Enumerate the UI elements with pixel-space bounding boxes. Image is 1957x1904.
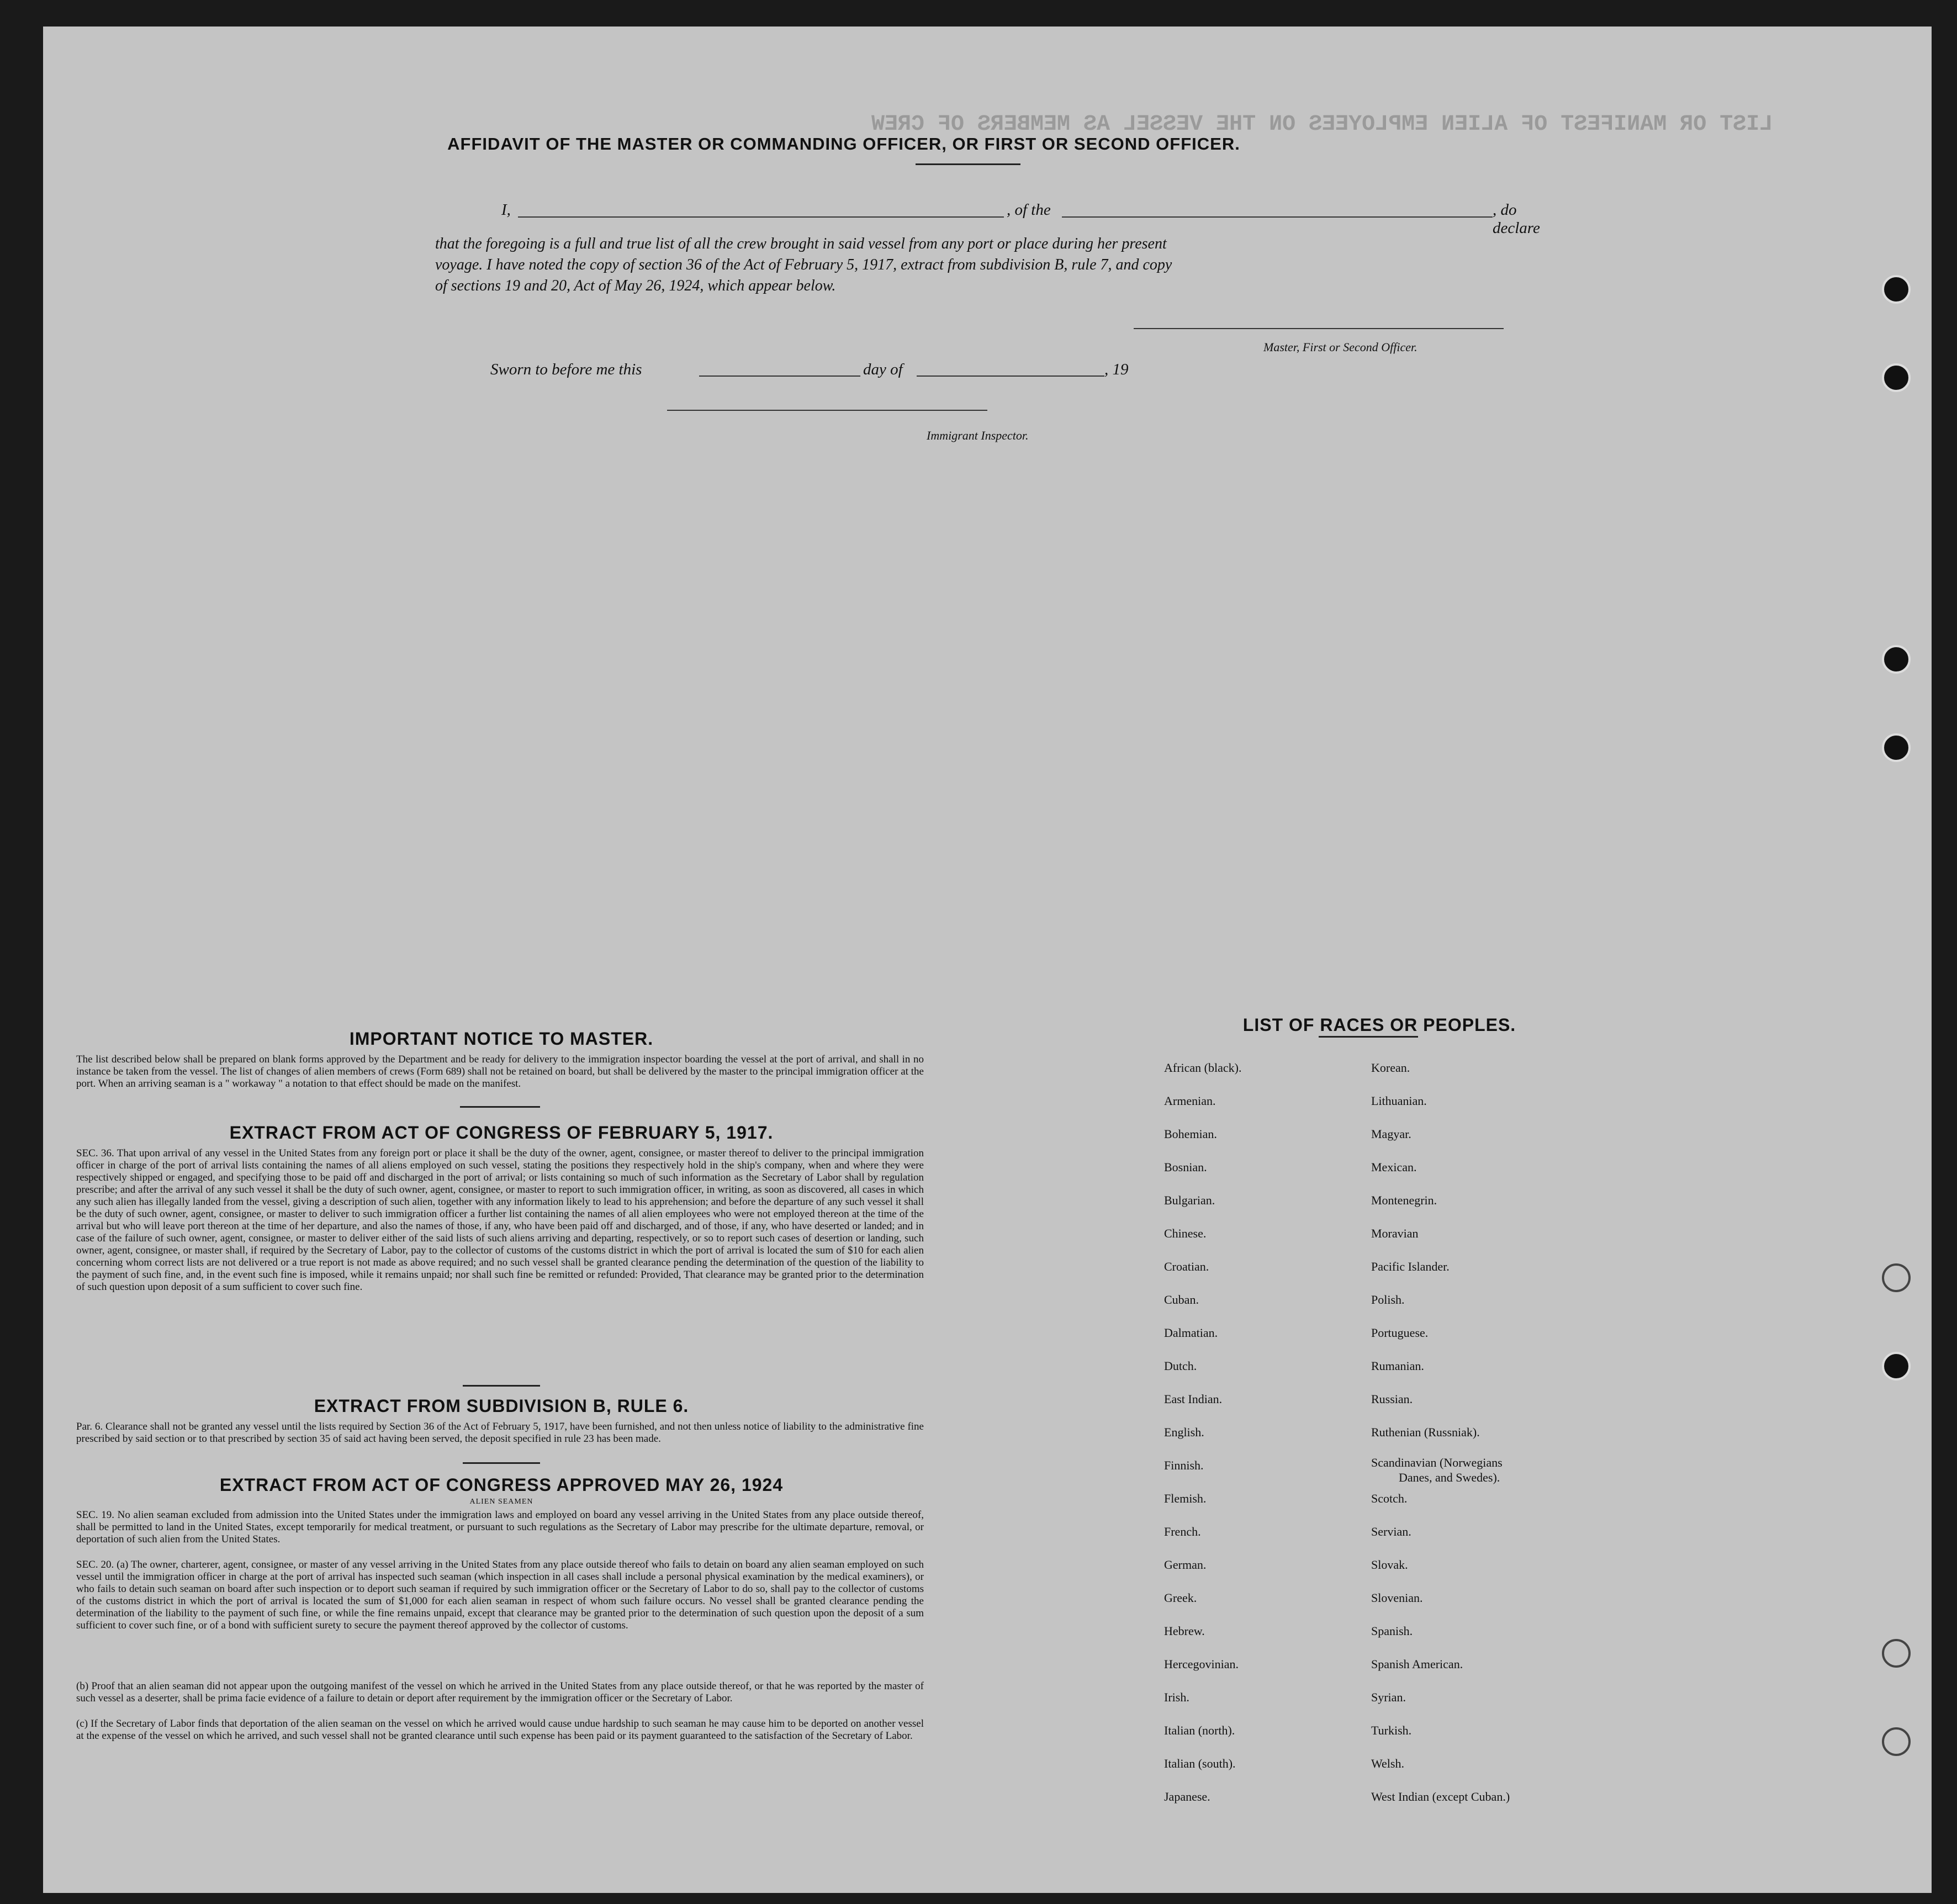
race-item: Croatian. [1164, 1260, 1209, 1273]
sworn-day-field[interactable] [699, 375, 860, 377]
race-item: Russian. [1371, 1392, 1413, 1406]
race-item: English. [1164, 1425, 1204, 1439]
binder-hole-4 [1882, 733, 1911, 762]
race-item: Mexican. [1371, 1160, 1417, 1174]
binder-hole-5 [1882, 1263, 1911, 1292]
race-item: Japanese. [1164, 1790, 1210, 1803]
race-item: German. [1164, 1558, 1207, 1572]
race-item: Montenegrin. [1371, 1193, 1437, 1207]
race-item: Lithuanian. [1371, 1094, 1427, 1108]
affidavit-title-rule [916, 163, 1020, 165]
binder-hole-8 [1882, 1727, 1911, 1756]
race-item: Spanish. [1371, 1624, 1413, 1638]
race-item-continuation: Danes, and Swedes). [1399, 1471, 1500, 1484]
year-label: , 19 [1104, 361, 1129, 378]
race-item: Dalmatian. [1164, 1326, 1218, 1340]
race-item: Cuban. [1164, 1293, 1199, 1307]
officer-signature-field[interactable] [1134, 328, 1504, 329]
race-item: French. [1164, 1525, 1201, 1538]
race-item: Scotch. [1371, 1492, 1408, 1505]
race-item: Italian (south). [1164, 1757, 1236, 1770]
extract-1917-text: SEC. 36. That upon arrival of any vessel in the United States from any foreign port or place it shall be the duty of the owner, agent, consignee, or master thereof to deliver to the principal immigration officer in charge of the port of arrival lists containing the names of all aliens employed on such vessel, stating the positions they respectively hold in the ship's company, when and where they were respectively shipped or engaged, and specifying those to be paid off and discharged in the port of arrival; or lists containing so much of such information as the Secretary of Labor shall by regulation prescribe; and after the arrival of any such vessel it shall be the duty of such owner, agent, consignee, or master to report to such immigration officer, in writing, as soon as discovered, all cases in which any such alien has illegally landed from the vessel, giving a description of such alien, together with any information likely to lead to his apprehension; and before the departure of any such vessel it shall be the duty of such owner, agent, consignee, or master to deliver to such immigration officer a further list containing the names of all alien employees who were not employed thereon at the time of the arrival but who will leave port thereon at the time of her departure, and also the names of those, if any, who have been paid off and discharged, and of those, if any, who have deserted or landed; and in case of the failure of such owner, agent, consignee, or master to deliver either of the said lists of such aliens arriving and departing, respectively, or so to report such cases of desertion or landing, such owner, agent, consignee, or master shall, if required by the Secretary of Labor, pay to the collector of customs of the customs district in which the port of arrival is located the sum of $10 for each alien concerning whom correct lists are not delivered or a true report is not made as above required; and no such vessel shall be granted clearance pending the determination of the question of the liability to the payment of such fine, and, in the event such fine is imposed, while it remains unpaid; nor shall such fine be remitted or refunded: Provided, That clearance may be granted prior to the determination of such question upon deposit of a sum sufficient to cover such fine. [76, 1147, 924, 1293]
extract-1924-title: EXTRACT FROM ACT OF CONGRESS APPROVED MAY 26, 1924 [219, 1475, 784, 1495]
affidavit-title: AFFIDAVIT OF THE MASTER OR COMMANDING OFFICER, OR FIRST OR SECOND OFFICER. [447, 134, 1240, 154]
race-item: Slovak. [1371, 1558, 1408, 1572]
race-item: Dutch. [1164, 1359, 1197, 1373]
affidavit-line-2: voyage. I have noted the copy of section 36 of the Act of February 5, 1917, extract from subdivision B, rule 7, and copy [435, 256, 1172, 273]
subdivision-title: EXTRACT FROM SUBDIVISION B, RULE 6. [314, 1396, 689, 1416]
races-title-rule [1319, 1036, 1418, 1038]
inspector-signature-field[interactable] [667, 410, 987, 411]
race-item: Finnish. [1164, 1458, 1204, 1472]
race-item: Chinese. [1164, 1226, 1207, 1240]
inspector-label: Immigrant Inspector. [927, 429, 1029, 442]
race-item: Korean. [1371, 1061, 1410, 1075]
extract-1924-subtitle: ALIEN SEAMEN [469, 1498, 533, 1506]
notice-text: The list described below shall be prepared on blank forms approved by the Department and be ready for delivery to the immigration inspector boarding the vessel at the port of arrival, and shall in no instance be taken from the vessel. The list of changes of alien members of crews (Form 689) shall not be retained on board, but shall be delivered by the master to the principal immigration officer at the port. When an arriving seaman is a " workaway " a notation to that effect should be made on the manifest. [76, 1054, 924, 1089]
binder-hole-3 [1882, 645, 1911, 674]
race-item: African (black). [1164, 1061, 1242, 1075]
of-the-label: , of the [1007, 201, 1051, 219]
race-item: Greek. [1164, 1591, 1197, 1605]
officer-signature-label: Master, First or Second Officer. [1263, 340, 1417, 354]
extract-1917-title: EXTRACT FROM ACT OF CONGRESS OF FEBRUARY 5, 1917. [229, 1123, 774, 1143]
declarant-prefix: I, [501, 201, 511, 219]
extract-1924-sec19: SEC. 19. No alien seaman excluded from admission into the United States under the immigration laws and employed on board any vessel arriving in the United States from any place outside thereof, shall be permitted to land in the United States, except temporarily for medical treatment, or pursuant to such regulations as the Secretary of Labor may prescribe for the ultimate departure, removal, or deportation of such alien from the United States. [76, 1509, 924, 1545]
manifest-page [43, 27, 1932, 1893]
binder-hole-2 [1882, 363, 1911, 392]
bleed-through-header: LIST OR MANIFEST OF ALIEN EMPLOYEES ON THE VESSEL AS MEMBERS OF CREW [871, 112, 1773, 137]
race-item: Moravian [1371, 1226, 1419, 1240]
race-item: Spanish American. [1371, 1657, 1463, 1671]
affidavit-line-3: of sections 19 and 20, Act of May 26, 1924, which appear below. [435, 277, 836, 294]
extract-1924-sec20a: SEC. 20. (a) The owner, charterer, agent, consignee, or master of any vessel arriving in the United States from any place outside thereof who fails to detain on board any alien seaman employed on such vessel until the immigration officer in charge at the port of arrival has inspected such seaman (which inspection in all cases shall include a personal physical examination by the medical examiners), or who fails to detain such seaman on board after such inspection or to deport such seaman if required by such immigration officer or the Secretary of Labor to do so, shall pay to the collector of customs of the customs district in which the port of arrival is located the sum of $1,000 for each alien seaman in respect of whom such failure occurs. No vessel shall be granted clearance pending the determination of the liability to the payment of such fine, or while the fine remains unpaid, except that clearance may be granted prior to the determination of such question upon the deposit of a sum sufficient to cover such fine, or of a bond with sufficient surety to secure the payment thereof approved by the collector of customs. [76, 1559, 924, 1631]
subdivision-text: Par. 6. Clearance shall not be granted any vessel until the lists required by Section 36 of the Act of February 5, 1917, have been furnished, and not then unless notice of liability to the administrative fine prescribed by said section or to that prescribed by section 35 of said act having been served, the deposit specified in rule 23 has been made. [76, 1421, 924, 1445]
extract-1917-rule-bottom [463, 1385, 540, 1387]
race-item: Portuguese. [1371, 1326, 1429, 1340]
race-item: Armenian. [1164, 1094, 1216, 1108]
race-item: Ruthenian (Russniak). [1371, 1425, 1480, 1439]
race-item: Italian (north). [1164, 1723, 1235, 1737]
sworn-month-field[interactable] [917, 375, 1104, 377]
race-item: Syrian. [1371, 1690, 1406, 1704]
race-item: Rumanian. [1371, 1359, 1424, 1373]
race-item: Irish. [1164, 1690, 1189, 1704]
race-item: Magyar. [1371, 1127, 1411, 1141]
race-item: Pacific Islander. [1371, 1260, 1450, 1273]
race-item: Polish. [1371, 1293, 1405, 1307]
declarant-name-field[interactable] [518, 216, 1004, 218]
extract-1917-rule-top [460, 1106, 540, 1108]
race-item: Hebrew. [1164, 1624, 1205, 1638]
extract-1924-sec20c: (c) If the Secretary of Labor finds that deportation of the alien seaman on the vessel on which he arrived would cause undue hardship to such seaman he may cause him to be deported on another vessel at the expense of the vessel on which he arrived, and such vessel shall not be granted clearance until such expense has been paid or its payment guaranteed to the satisfaction of the Secretary of Labor. [76, 1718, 924, 1742]
race-item: Bulgarian. [1164, 1193, 1215, 1207]
race-item: Slovenian. [1371, 1591, 1423, 1605]
races-title: LIST OF RACES OR PEOPLES. [1242, 1015, 1516, 1035]
race-item: Welsh. [1371, 1757, 1404, 1770]
extract-1924-sec20b: (b) Proof that an alien seaman did not appear upon the outgoing manifest of the vessel on which he arrived in the United States from any place outside thereof, or that he was reported by the master of such vessel as a deserter, shall be prima facie evidence of a failure to detain or deport after requirement by the immigration officer or the Secretary of Labor. [76, 1680, 924, 1704]
race-item: Turkish. [1371, 1723, 1412, 1737]
race-item: Bohemian. [1164, 1127, 1217, 1141]
race-item: Flemish. [1164, 1492, 1207, 1505]
race-item: Hercegovinian. [1164, 1657, 1239, 1671]
race-item: Bosnian. [1164, 1160, 1207, 1174]
race-item: Scandinavian (Norwegians [1371, 1456, 1503, 1469]
do-declare-label: , do declare [1493, 201, 1540, 237]
binder-hole-6 [1882, 1352, 1911, 1381]
race-item: Servian. [1371, 1525, 1411, 1538]
affidavit-line-1: that the foregoing is a full and true list of all the crew brought in said vessel from any port or place during her present [435, 235, 1167, 252]
race-item: West Indian (except Cuban.) [1371, 1790, 1510, 1803]
notice-title: IMPORTANT NOTICE TO MASTER. [349, 1029, 654, 1049]
day-of-label: day of [863, 361, 903, 378]
subdivision-rule [463, 1462, 540, 1464]
vessel-name-field[interactable] [1062, 216, 1493, 218]
binder-hole-1 [1882, 275, 1911, 304]
binder-hole-7 [1882, 1639, 1911, 1668]
race-item: East Indian. [1164, 1392, 1223, 1406]
sworn-label: Sworn to before me this [490, 361, 642, 378]
